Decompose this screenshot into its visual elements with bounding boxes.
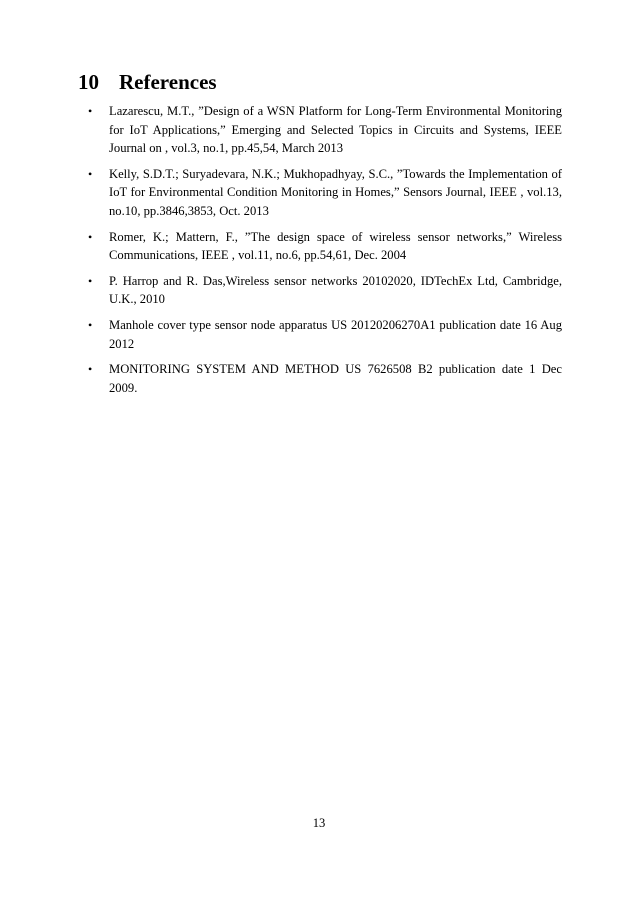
reference-item	[78, 102, 562, 158]
section-heading	[78, 68, 217, 96]
bullet-icon: •	[88, 273, 93, 288]
reference-item	[78, 360, 562, 397]
bullet-icon: •	[88, 362, 93, 377]
reference-item	[78, 316, 562, 353]
reference-text: Kelly, S.D.T.; Suryadevara, N.K.; Mukhopadhyay, S.C., ”Towards the Implementation of IoT for Environmental Condition Monitoring in Homes,” Sensors Journal, IEEE , vol.13, no.10, pp.3846,3853, Oct. 2013	[109, 166, 562, 218]
bullet-icon: •	[88, 317, 93, 332]
page-number: 13	[312, 816, 326, 830]
reference-text: Romer, K.; Mattern, F., ”The design space of wireless sensor networks,” Wireless Communications, IEEE , vol.11, no.6, pp.54,61, Dec. 2004	[109, 229, 562, 263]
reference-text: MONITORING SYSTEM AND METHOD US 7626508 B2 publication date 1 Dec 2009.	[109, 362, 562, 395]
reference-list	[78, 102, 562, 404]
section-number: 10	[78, 70, 99, 94]
section-title: References	[119, 70, 217, 94]
reference-item	[78, 228, 562, 265]
reference-text: Manhole cover type sensor node apparatus US 20120206270A1 publication date 16 Aug 2012	[109, 317, 562, 351]
reference-text: P. Harrop and R. Das,Wireless sensor networks 20102020, IDTechEx Ltd, Cambridge, U.K., 2010	[109, 273, 562, 307]
reference-text: Lazarescu, M.T., ”Design of a WSN Platform for Long-Term Environmental Monitoring for IoT Applications,” Emerging and Selected Topics in Circuits and Systems, IEEE Journal on , vol.3, no.1, pp.45,54, March 2013	[109, 104, 562, 156]
reference-item	[78, 272, 562, 309]
bullet-icon: •	[88, 229, 93, 244]
reference-item	[78, 165, 562, 221]
bullet-icon: •	[88, 104, 93, 118]
bullet-icon: •	[88, 166, 93, 181]
